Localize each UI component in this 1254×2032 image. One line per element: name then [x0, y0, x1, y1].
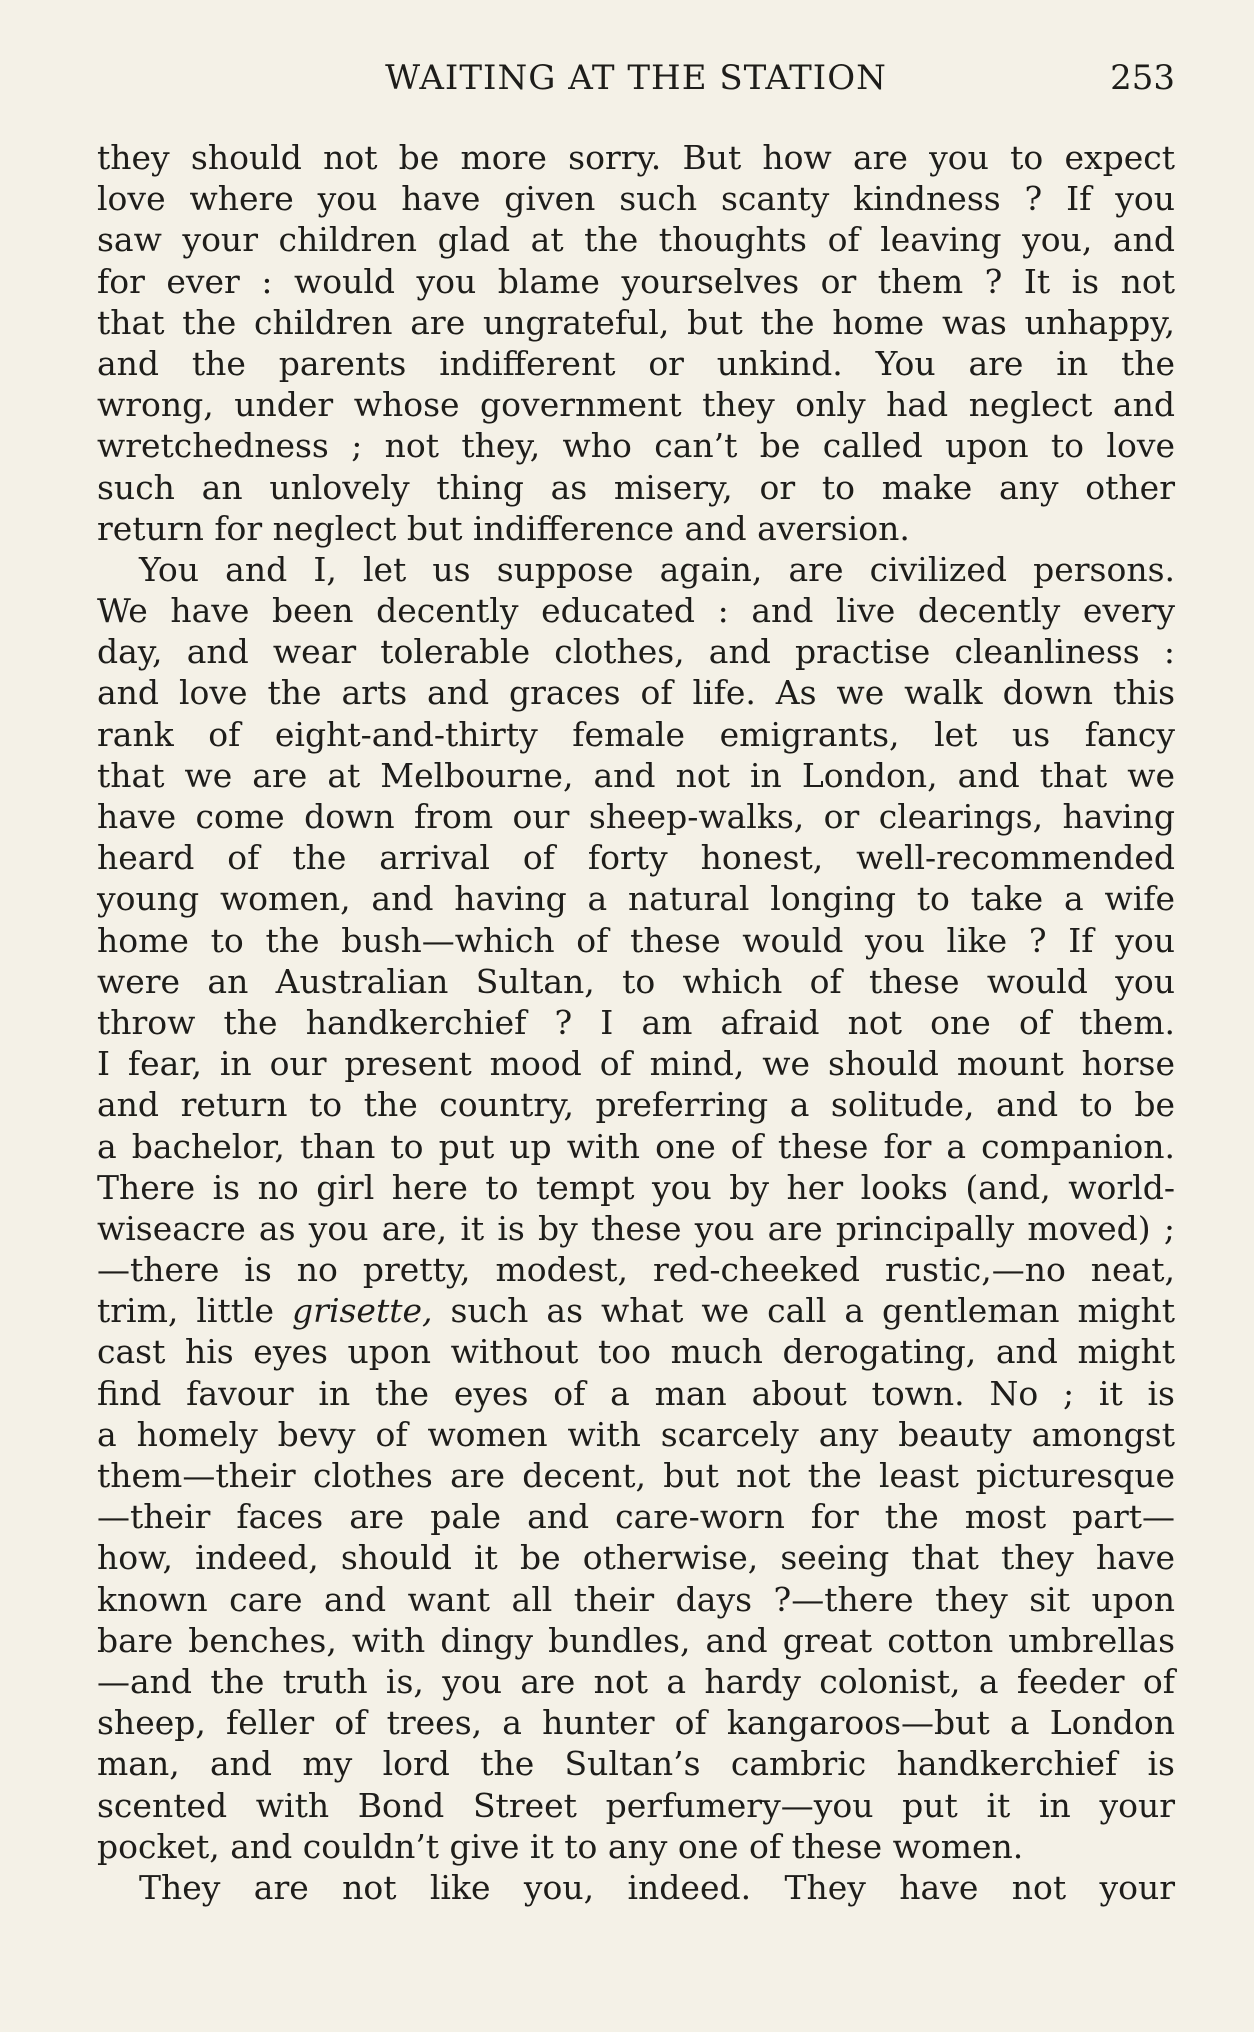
text-line: —there is no pretty, modest, red-cheeked rustic,—no neat, [97, 1250, 1175, 1290]
text-line: home to the bush—which of these would you like ? If you [97, 920, 1175, 960]
text-line: they should not be more sorry. But how are you to expect [97, 138, 1175, 177]
page-header [97, 58, 1175, 102]
text-line: You and I, let us suppose again, are civilized persons. [139, 549, 1175, 589]
text-line: There is no girl here to tempt you by her looks (and, world- [97, 1167, 1175, 1207]
text-line: find favour in the eyes of a man about town. No ; it is [97, 1373, 1175, 1413]
text-line: They are not like you, indeed. They have not your [139, 1867, 1175, 1907]
text-line: throw the handkerchief ? I am afraid not one of them. [97, 1002, 1175, 1042]
text-line: wiseacre as you are, it is by these you are principally moved) ; [97, 1208, 1175, 1248]
text-line: saw your children glad at the thoughts of leaving you, and [97, 220, 1175, 260]
text-line: such an unlovely thing as misery, or to make any other [97, 467, 1175, 507]
text-line: return for neglect but indifference and aversion. [97, 508, 910, 548]
text-line: wretchedness ; not they, who can’t be called upon to love [97, 426, 1175, 466]
text-line [97, 1290, 1175, 1331]
text-segment: such as what we call a gentleman might [432, 1291, 1175, 1331]
text-line: day, and wear tolerable clothes, and practise cleanliness : [97, 632, 1175, 672]
text-line: and the parents indifferent or unkind. You are in the [97, 343, 1175, 383]
text-line: and return to the country, preferring a solitude, and to be [97, 1085, 1175, 1125]
text-line: sheep, feller of trees, a hunter of kangaroos—but a London [97, 1703, 1175, 1743]
text-line: them—their clothes are decent, but not the least picturesque [97, 1456, 1175, 1495]
text-line: I fear, in our present mood of mind, we should mount horse [97, 1044, 1175, 1084]
text-line: known care and want all their days ?—there they sit upon [97, 1579, 1175, 1619]
text-line: that we are at Melbourne, and not in London, and that we [97, 755, 1175, 795]
text-line: We have been decently educated : and live decently every [97, 591, 1175, 631]
text-line: —and the truth is, you are not a hardy colonist, a feeder of [97, 1661, 1175, 1701]
text-line: love where you have given such scanty kindness ? If you [97, 179, 1175, 219]
text-line: were an Australian Sultan, to which of these would you [97, 961, 1175, 1001]
text-line: cast his eyes upon without too much derogating, and might [97, 1332, 1175, 1372]
text-line: young women, and having a natural longing to take a wife [97, 879, 1175, 919]
text-line: scented with Bond Street perfumery—you put it in your [97, 1785, 1175, 1825]
text-line: for ever : would you blame yourselves or them ? It is not [97, 261, 1175, 301]
text-line: a bachelor, than to put up with one of these for a companion. [97, 1126, 1175, 1166]
text-line: pocket, and couldn’t give it to any one of these women. [97, 1826, 1024, 1866]
page-number: 253 [1110, 58, 1175, 98]
text-line: man, and my lord the Sultan’s cambric handkerchief is [97, 1744, 1175, 1784]
text-line: heard of the arrival of forty honest, well-recommended [97, 838, 1175, 878]
text-line: how, indeed, should it be otherwise, seeing that they have [97, 1538, 1175, 1578]
text-line: —their faces are pale and care-worn for the most part— [97, 1497, 1175, 1537]
italic-word: grisette, [292, 1291, 433, 1331]
body-text [97, 137, 1175, 1908]
text-line: and love the arts and graces of life. As we walk down this [97, 673, 1175, 713]
text-line: bare benches, with dingy bundles, and great cotton umbrellas [97, 1620, 1175, 1660]
text-line: wrong, under whose government they only had neglect and [97, 385, 1175, 425]
text-segment: trim, little [97, 1291, 293, 1331]
text-line: rank of eight-and-thirty female emigrants, let us fancy [97, 714, 1175, 754]
text-line: a homely bevy of women with scarcely any beauty amongst [97, 1414, 1175, 1454]
text-line: have come down from our sheep-walks, or clearings, having [97, 797, 1175, 836]
text-line: that the children are ungrateful, but the home was unhappy, [97, 302, 1175, 342]
running-title: WAITING AT THE STATION [385, 58, 887, 98]
